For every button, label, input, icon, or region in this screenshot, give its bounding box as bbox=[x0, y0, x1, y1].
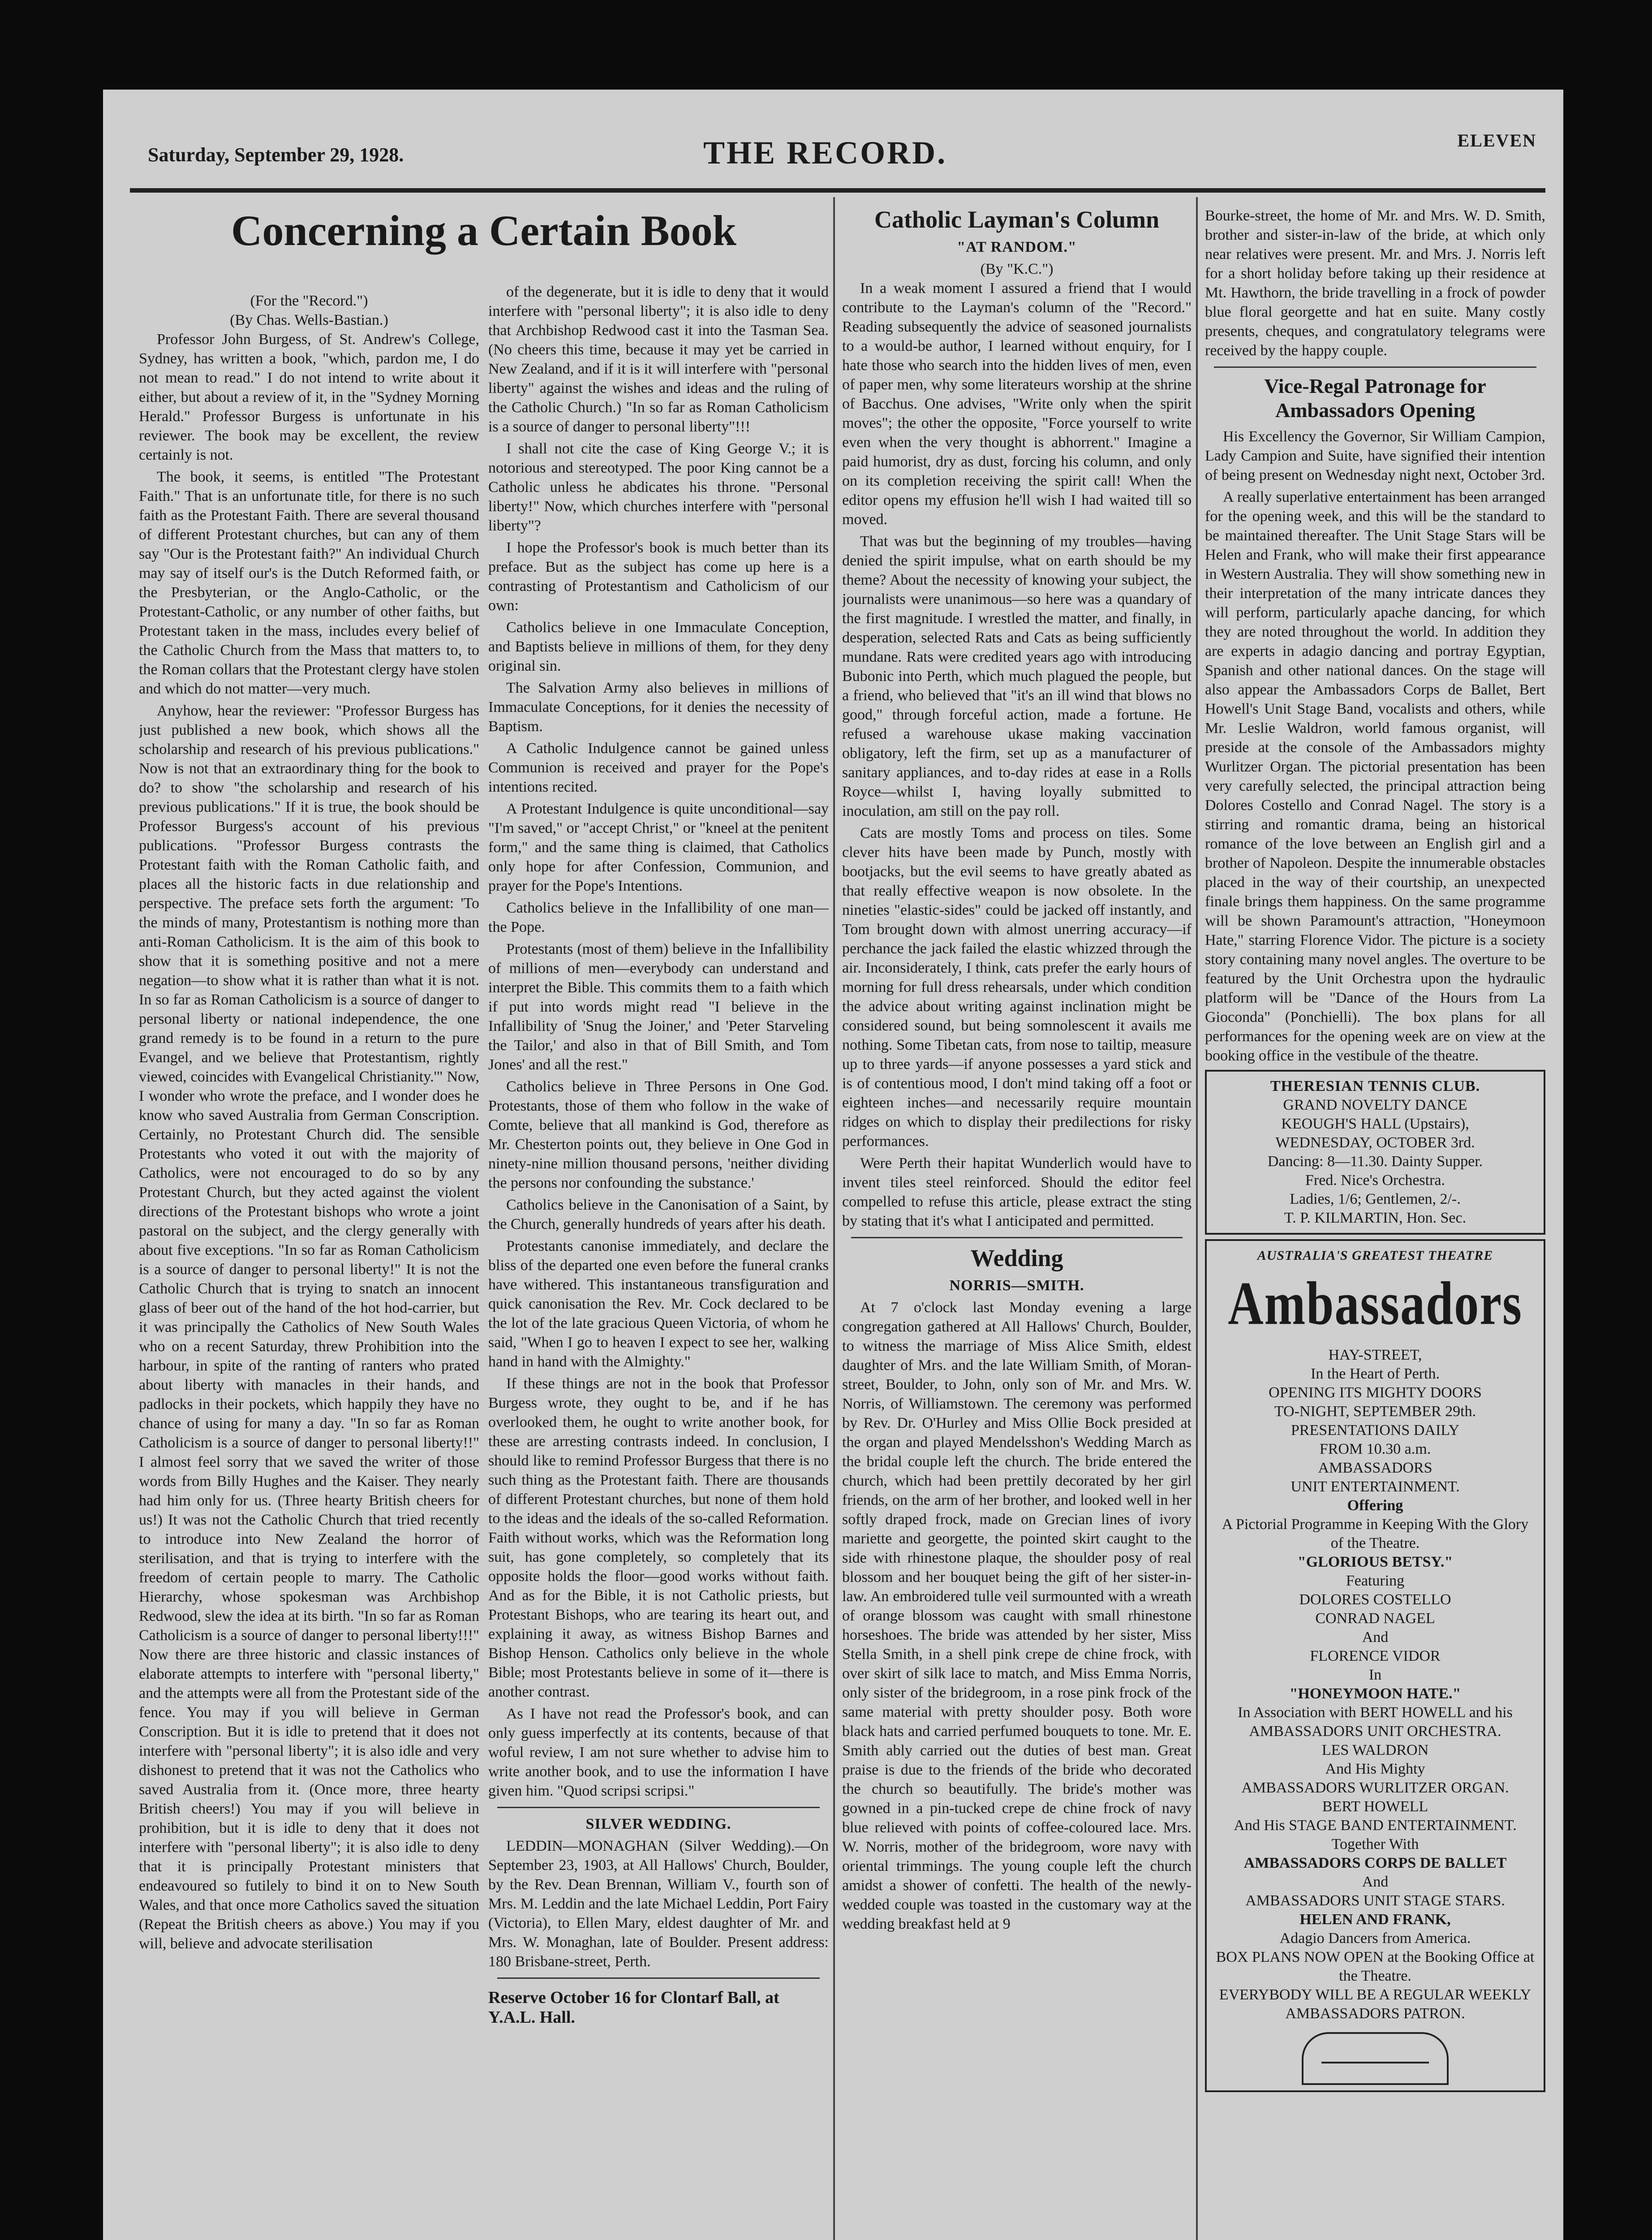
ad-line: AMBASSADORS bbox=[1318, 1460, 1433, 1476]
article-byline: (By Chas. Wells-Bastian.) bbox=[230, 312, 388, 328]
ad-line: Featuring bbox=[1346, 1572, 1405, 1589]
tennis-ad-line: WEDNESDAY, OCTOBER 3rd. bbox=[1275, 1134, 1475, 1151]
wedding-continued: Bourke-street, the home of Mr. and Mrs. W. D. Smith, brother and sister-in-law of the bride, at which only near relatives were present. Mr. and Mrs. J. Norris left for a short holiday before taking up their residence at Mt. Hawthorn, the bride travelling in a frock of powder blue floral georgette and hat en suite. Many costly presents, cheques, and congratulatory telegrams were received by the happy couple. bbox=[1205, 207, 1545, 359]
tennis-ad-line: Fred. Nice's Orchestra. bbox=[1305, 1172, 1445, 1189]
newspaper-page bbox=[103, 90, 1563, 2240]
article-headline: Concerning a Certain Book bbox=[231, 207, 736, 254]
ad-line: HELEN AND FRANK, bbox=[1299, 1911, 1451, 1928]
section-divider bbox=[497, 1977, 820, 1979]
wedding-heading: Wedding bbox=[970, 1245, 1063, 1271]
masthead-rule bbox=[130, 188, 1545, 193]
article-paragraph: Catholics believe in the Infallibility of one man—the Pope. bbox=[488, 900, 829, 935]
article-paragraph: A Catholic Indulgence cannot be gained unless Communion is received and prayer for the Pope's intentions recited. bbox=[488, 740, 829, 795]
ad-line: And bbox=[1362, 1874, 1389, 1890]
ambassadors-banner: AUSTRALIA'S GREATEST THEATRE bbox=[1257, 1248, 1493, 1263]
theatre-facade-ornament bbox=[1302, 2032, 1449, 2085]
ad-line: In Association with BERT HOWELL and his AMBASSADORS UNIT ORCHESTRA. bbox=[1238, 1704, 1513, 1740]
laymans-column-byline: (By "K.C.") bbox=[980, 261, 1054, 277]
ad-line: Together With bbox=[1331, 1836, 1419, 1852]
laymans-column-subheading: "AT RANDOM." bbox=[957, 239, 1077, 255]
ad-line: And His Mighty bbox=[1325, 1761, 1425, 1777]
section-divider bbox=[497, 1807, 820, 1808]
laymans-paragraph: Cats are mostly Toms and process on tiles. Some clever hits have been made by Punch, mostly with bootjacks, but the evil seems to have greatly abated as that really effective weapon is now obsolete. In the nineties "elastic-sides" could be jacked off instantly, and Tom brought down with almost unerring accuracy—if perchance the jack failed the elastic whizzed through the air. Inconsiderately, I think, cats prefer the early hours of morning for full dress rehearsals, under which condition the advice about writing against inclination might be considered sound, but being somnolescent it avails me nothing. Some Tibetan cats, from nose to tailtip, measure up to three yards—if anyone possesses a yard stick and is of contentious mood, I don't mind taking off a foot or eighteen inches—and necessarily require mountain ridges on which to display their predilections for risky performances. bbox=[842, 825, 1192, 1150]
tennis-ad-title: THERESIAN TENNIS CLUB. bbox=[1270, 1078, 1480, 1094]
vice-regal-paragraph: His Excellency the Governor, Sir William Campion, Lady Campion and Suite, have signified their intention of being present on Wednesday night next, October 3rd. bbox=[1205, 428, 1545, 483]
ad-line: DOLORES COSTELLO bbox=[1299, 1591, 1451, 1608]
article-paragraph: I shall not cite the case of King George V.; it is notorious and stereotyped. The poor King cannot be a Catholic unless he abdicates his throne. "Personal liberty!" Now, which churches interfere with "personal liberty"? bbox=[488, 440, 829, 534]
ad-line: LES WALDRON bbox=[1321, 1742, 1429, 1758]
ad-line: TO-NIGHT, SEPTEMBER 29th. bbox=[1274, 1403, 1476, 1420]
article-paragraph: Protestants (most of them) believe in the Infallibility of millions of men—everybody can understand and interpret the Bible. This commits them to a faith which if put into words might read "I believe in the Infallibility of 'Snug the Joiner,' and 'Peter Starveling the Tailor,' and also in that of Bill Smith, and Tom Jones' and all the rest." bbox=[488, 941, 829, 1073]
ad-line: CONRAD NAGEL bbox=[1315, 1610, 1435, 1627]
ad-line: BOX PLANS NOW OPEN at the Booking Office at the Theatre. bbox=[1216, 1949, 1535, 1984]
issue-date: Saturday, September 29, 1928. bbox=[148, 144, 404, 166]
silver-wedding-heading: SILVER WEDDING. bbox=[585, 1816, 731, 1832]
ad-line: AMBASSADORS UNIT STAGE STARS. bbox=[1245, 1892, 1505, 1909]
ad-line: AMBASSADORS CORPS DE BALLET bbox=[1243, 1855, 1507, 1871]
ad-line: And bbox=[1362, 1629, 1389, 1646]
article-paragraph: of the degenerate, but it is idle to deny that it would interfere with "personal liberty"; it is also idle to deny that Archbishop Redwood cast it into the Tasman Sea. (No cheers this time, because it may yet be carried in New Zealand, and if it is it will interfere with "personal liberty" against the wishes and ideas and the ruling of the Catholic Church.) "In so far as Roman Catholicism is a source of danger to personal liberty"!!! bbox=[488, 284, 829, 435]
vice-regal-heading: Vice-Regal Patronage for Ambassadors Opening bbox=[1264, 375, 1486, 422]
article-paragraph: As I have not read the Professor's book, and can only guess imperfectly at its contents, because of that woful review, I am not sure whether to advise him to write another book, and to use the information I have given him. "Quod scripsi scripsi." bbox=[488, 1706, 829, 1799]
tennis-ad-line: Ladies, 1/6; Gentlemen, 2/-. bbox=[1290, 1191, 1461, 1207]
article-paragraph: A Protestant Indulgence is quite unconditional—say "I'm saved," or "accept Christ," or "kneel at the penitent form," and the same thing is claimed, that Catholics only hope for after Confession, Communion, and prayer for the Pope's Intentions. bbox=[488, 801, 829, 894]
article-paragraph: Anyhow, hear the reviewer: "Professor Burgess has just published a new book, which shows all the scholarship and research of his previous publications." Now is not that an extraordinary thing for the book to do? to show "the scholarship and research of his previous publications." If it is true, the book should be Professor Burgess's account of his previous publications. "Professor Burgess contrasts the Protestant faith with the Roman Catholic faith, and places all the historic facts in due relationship and perspective. The preface sets forth the argument: 'To the minds of many, Protestantism is nothing more than anti-Roman Catholicism. It is the aim of this book to show that it is something positive and not a mere negation—to show what it is rather than what it is not. In so far as Roman Catholicism is a source of danger to personal liberty or national independence, the one grand remedy is to be found in a return to the pure Evangel, and we believe that Protestantism, rightly viewed, coincides with Evangelical Christianity.'" Now, I wonder who wrote the preface, and I wonder does he know who saved Australia from German Conscription. Certainly, no Protestant Church did. The sensible Protestants who voted it out with the majority of Catholics, were not encouraged to do so by any Protestant Church, but they acted against the violent directions of the Protestant bishops who wrote a joint pastoral on the subject, and the clergy generally with about five exceptions. "In so far as Roman Catholicism is a source of danger to personal liberty!" It is not the Catholic Church that is trying to snatch an innocent glass of beer out of the hand of the hot hod-carrier, but it was principally the Catholics of New South Wales who on a recent Saturday, threw Prohibition into the harbour, in spite of the ranting of ranters who prated about liberty with manacles in their hands, and padlocks in their pockets, which happily they have no chance of using for many a day. "In so far as Roman Catholicism is a source of danger to personal liberty!!" I almost feel sorry that we saved the writer of those words from Billy Hughes and the Kaiser. They nearly had him only for us. (Three hearty British cheers for us!) It was not the Catholic Church that tried recently to introduce into New Zealand the horror of sterilisation, and that is trying to interfere with the freedom of certain people to marry. The Catholic Hierarchy, whose spokesman was Archbishop Redwood, slew the idea at its birth. "In so far as Roman Catholicism is a source of danger to personal liberty!!!" Now there are three historic and classic instances of elaborate attempts to interfere with "personal liberty," and the attempts were all from the Protestant side of the fence. You may if you will believe in German Conscription. But it is idle to pretend that it does not interfere with "personal liberty"; it is also idle and very dishonest to pretend that it was not the Catholics who saved Australia from it. (Once more, three hearty British cheers!) You may if you will believe in prohibition, but it is idle to deny that it does not interfere with "personal liberty"; it is also idle to deny that it is principally Protestant ministers that endeavoured so futilely to bind it on to New South Wales, and that once more Catholics saved the situation (Repeat the British cheers as above.) You may if you will, believe and advocate sterilisation bbox=[139, 702, 479, 1952]
article-paragraph: The book, it seems, is entitled "The Protestant Faith." That is an unfortunate title, for there is no such faith as the Protestant Faith. There are several thousand of different Protestant churches, but can any of them say "Our is the Protestant faith?" An individual Church may say of itself our's is the Dutch Reformed faith, or the Presbyterian, or the Anglo-Catholic, or the Protestant-Catholic, or any number of other faiths, but Protestant taken in the mass, includes every belief of the Catholic Church from the Mass that matters to, to the Roman collars that the Protestant clergy have stolen and which do not matter—very much. bbox=[139, 469, 479, 697]
article-paragraph: Professor John Burgess, of St. Andrew's College, Sydney, has written a book, "which, pardon me, I do not mean to read." I do not intend to write about it either, but about a review of it, in the "Sydney Morning Herald." Professor Burgess is unfortunate in his reviewer. The book may be excellent, the review certainly is not. bbox=[139, 331, 479, 463]
tennis-club-ad bbox=[1205, 1070, 1545, 1235]
ambassadors-logo: Ambassadors bbox=[1228, 1269, 1523, 1338]
ad-line: In bbox=[1368, 1667, 1382, 1683]
page-number: ELEVEN bbox=[1457, 130, 1536, 151]
laymans-paragraph: In a weak moment I assured a friend that I would contribute to the Layman's column of the "Record." Reading subsequently the advice of seasoned journalists to a would-be author, I learned without enquiry, for I hate those who search into the hidden lives of men, even of paper men, why some literateurs worship at the shrine of Bacchus. One advises, "Write only when the spirit moves"; the other the opposite, "Force yourself to write even when the very thought is abhorrent." Imagine a paid humorist, dry as dust, forcing his column, and only on its completion receiving the spirit call! When the editor opens my effusion he'll wish I had waited till so moved. bbox=[842, 280, 1192, 528]
silver-wedding-text: LEDDIN—MONAGHAN (Silver Wedding).—On September 23, 1903, at All Hallows' Church, Boulder, by the Rev. Dean Brennan, William V., fourth son of Mrs. M. Leddin and the late Michael Leddin, Port Fairy (Victoria), to Ellen Mary, eldest daughter of Mr. and Mrs. W. Monaghan, late of Boulder. Present address: 180 Brisbane-street, Perth. bbox=[488, 1838, 829, 1970]
article-paragraph: Protestants canonise immediately, and declare the bliss of the departed one even before the funeral cranks have withered. This instantaneous transfiguration and quick canonisation the Rev. Mr. Cock declared to be the lot of the late gracious Queen Victoria, of whom he said, "When I go to heaven I expect to see her, walking hand in hand with the Almighty." bbox=[488, 1238, 829, 1370]
newspaper-name: THE RECORD. bbox=[703, 135, 947, 171]
article-paragraph: Catholics believe in Three Persons in One God. Protestants, those of them who follow in the wake of Comte, believe that all mankind is God, therefore as Mr. Chesterton points out, they believe in One God in ninety-nine million thousand persons, 'neither dividing the persons nor confounding the substance.' bbox=[488, 1078, 829, 1191]
tennis-ad-line: KEOUGH'S HALL (Upstairs), bbox=[1281, 1116, 1469, 1132]
article-paragraph: Catholics believe in one Immaculate Conception, and Baptists believe in millions of them, for they deny original sin. bbox=[488, 619, 829, 674]
tennis-ad-line: GRAND NOVELTY DANCE bbox=[1283, 1097, 1467, 1113]
article-paragraph: Catholics believe in the Canonisation of a Saint, by the Church, generally hundreds of years after his death. bbox=[488, 1197, 829, 1232]
ad-line: In the Heart of Perth. bbox=[1311, 1366, 1440, 1382]
laymans-paragraph: Were Perth their hapitat Wunderlich would have to invent tiles steel reinforced. Should the editor feel compelled to refuse this article, please extract the sting by stating that it's what I anticipated and permitted. bbox=[842, 1155, 1192, 1229]
ad-line: OPENING ITS MIGHTY DOORS bbox=[1269, 1384, 1482, 1401]
ad-line: "GLORIOUS BETSY." bbox=[1297, 1554, 1453, 1570]
ad-line: A Pictorial Programme in Keeping With the Glory of the Theatre. bbox=[1222, 1516, 1529, 1551]
ad-line: HAY-STREET, bbox=[1328, 1347, 1422, 1363]
laymans-paragraph: That was but the beginning of my troubles—having denied the spirit impulse, what on earth should be my theme? About the necessity of knowing your subject, the journalists were unanimous—so here was a quandary of the first magnitude. I wrestled the matter, and finally, in desperation, selected Rats and Cats as being sufficiently mundane. Rats were credited years ago with introducing Bubonic into Perth, which much plagued the people, but a friend, who believed that "it's an ill wind that blows no good," through forceful action, made a fortune. He refused a warehouse ukase making vaccination obligatory, left the firm, set up as a manufacturer of sanitary appliances, and to-day rides at ease in a Rolls Royce—whilst I, having loyally submitted to inoculation, am still on the pay roll. bbox=[842, 533, 1192, 819]
article-paragraph: I hope the Professor's book is much better than its preface. But as the subject has come up here is a contrasting of Protestantism and Catholicism of our own: bbox=[488, 539, 829, 614]
column-2 bbox=[488, 282, 829, 2240]
ad-line: BERT HOWELL bbox=[1322, 1798, 1428, 1815]
tennis-ad-line: T. P. KILMARTIN, Hon. Sec. bbox=[1284, 1210, 1467, 1226]
ad-line: FROM 10.30 a.m. bbox=[1319, 1441, 1431, 1457]
tennis-ad-line: Dancing: 8—11.30. Dainty Supper. bbox=[1267, 1153, 1483, 1170]
ad-line: Adagio Dancers from America. bbox=[1279, 1930, 1471, 1947]
ad-line: And His STAGE BAND ENTERTAINMENT. bbox=[1234, 1817, 1517, 1834]
section-divider bbox=[851, 1237, 1183, 1238]
section-divider bbox=[1214, 366, 1536, 368]
masthead bbox=[103, 90, 1563, 206]
ad-line: FLORENCE VIDOR bbox=[1310, 1648, 1441, 1664]
wedding-subheading: NORRIS—SMITH. bbox=[949, 1277, 1084, 1294]
ad-line: EVERYBODY WILL BE A REGULAR WEEKLY AMBASSADORS PATRON. bbox=[1219, 1986, 1532, 2022]
column-divider bbox=[1196, 197, 1198, 2240]
wedding-paragraph: At 7 o'clock last Monday evening a large congregation gathered at All Hallows' Church, Boulder, to witness the marriage of Miss Alice Smith, eldest daughter of Mrs. and the late William Smith, of Moran-street, Boulder, to John, only son of Mr. and Mrs. W. Norris, of Williamstown. The ceremony was performed by Rev. Dr. O'Hurley and Miss Ollie Bock presided at the organ and played Mendelsshon's Wedding March as the bridal couple left the church. The bride entered the church, which had been prettily decorated by her girl friends, on the arm of her brother, and looked well in her softly draped frock, made on Grecian lines of ivory mariette and georgette, the pointed skirt caught to the side with rhinestone plaque, the shoulder posy of real blossom and her bouquet being the gift of her sister-in-law. An embroidered tulle veil surmounted with a wreath of orange blossom was caught with small rhinestone horseshoes. The bride was attended by her sister, Miss Stella Smith, in a shell pink crepe de chine frock, with over skirt of silk lace to match, and Miss Emma Norris, only sister of the bridegroom, in a rose pink frock of the same material with pretty shoulder posy. Both wore black hats and carried perfumed bouquets to tone. Mr. E. Smith ably carried out the duties of best man. Great praise is due to the friends of the bride who decorated the church so beautifully. The bride's mother was gowned in a pin-tucked crepe de chine frock of navy blue relieved with points of coffee-coloured lace. Mrs. W. Norris, mother of the bridegroom, wore navy with oriental trimmings. The young couple left the church amidst a shower of confetti. The health of the newly-wedded couple was toasted in the customary way at the wedding breakfast held at 9 bbox=[842, 1299, 1192, 1932]
clontarf-notice: Reserve October 16 for Clontarf Ball, at Y.A.L. Hall. bbox=[488, 1988, 779, 2027]
article-paragraph: The Salvation Army also believes in millions of Immaculate Conceptions, for it denies the necessity of Baptism. bbox=[488, 680, 829, 735]
article-paragraph: If these things are not in the book that Professor Burgess wrote, they ought to be, and if he has overlooked them, he ought to write another book, for these are arresting contrasts indeed. In conclusion, I should like to remind Professor Burgess that there is no such thing as the Protestant faith. There are thousands of different Protestant churches, but none of them hold to the ideas and the ideals of the so-called Reformation. Faith without works, which was the Reformation long suit, has gone completely, so completely that its opposite holds the floor—good works without faith. And as for the Bible, it is not Catholic priests, but Protestant Bishops, who are tearing its heart out, and explaining it away, as witness Bishop Barnes and Bishop Henson. Catholics only believe in the whole Bible; most Protestants believe in some of it—there is another contrast. bbox=[488, 1375, 829, 1700]
column-divider bbox=[833, 197, 835, 2240]
vice-regal-paragraph: A really superlative entertainment has been arranged for the opening week, and this will be the standard to be maintained thereafter. The Unit Stage Stars will be Helen and Frank, who will make their first appearance in Western Australia. They will show something new in their interpretation of the many intricate dances they will perform, particularly apache dancing, for which they are noted throughout the world. In addition they are experts in adagio dancing and portray Egyptian, Spanish and other national dances. On the stage will also appear the Ambassadors Corps de Ballet, Bert Howell's Unit Stage Band, vocalists and others, while Mr. Leslie Waldron, world famous organist, will preside at the console of the Ambassadors mighty Wurlitzer Organ. The pictorial presentation has been very carefully selected, the principal attraction being Dolores Costello and Conrad Nagel. The story is a stirring and romantic drama, being an historical romance of the love between an English girl and a brother of Napoleon. Despite the innumerable obstacles placed in the way of their courtship, an unexpected finale brings them happiness. On the same programme will be shown Paramount's attraction, "Honeymoon Hate," starring Florence Vidor. The picture is a society story containing many novel angles. The overture to be featured by the Unit Orchestra upon the hydraulic platform will be "Dance of the Hours from La Gioconda" (Ponchielli). The box plans for all performances for the opening week are on view at the booking office in the vestibule of the theatre. bbox=[1205, 489, 1545, 1064]
ad-line: "HONEYMOON HATE." bbox=[1289, 1685, 1461, 1702]
column-3 bbox=[842, 206, 1192, 2240]
article-source: (For the "Record.") bbox=[250, 293, 368, 309]
ad-line: UNIT ENTERTAINMENT. bbox=[1291, 1478, 1460, 1495]
ambassadors-ad bbox=[1205, 1239, 1545, 2092]
ad-line: PRESENTATIONS DAILY bbox=[1291, 1422, 1460, 1439]
column-1 bbox=[139, 206, 479, 2240]
ad-line: AMBASSADORS WURLITZER ORGAN. bbox=[1241, 1779, 1509, 1796]
ad-line: Offering bbox=[1347, 1497, 1403, 1514]
column-4 bbox=[1205, 206, 1545, 2240]
laymans-column-heading: Catholic Layman's Column bbox=[874, 206, 1160, 233]
